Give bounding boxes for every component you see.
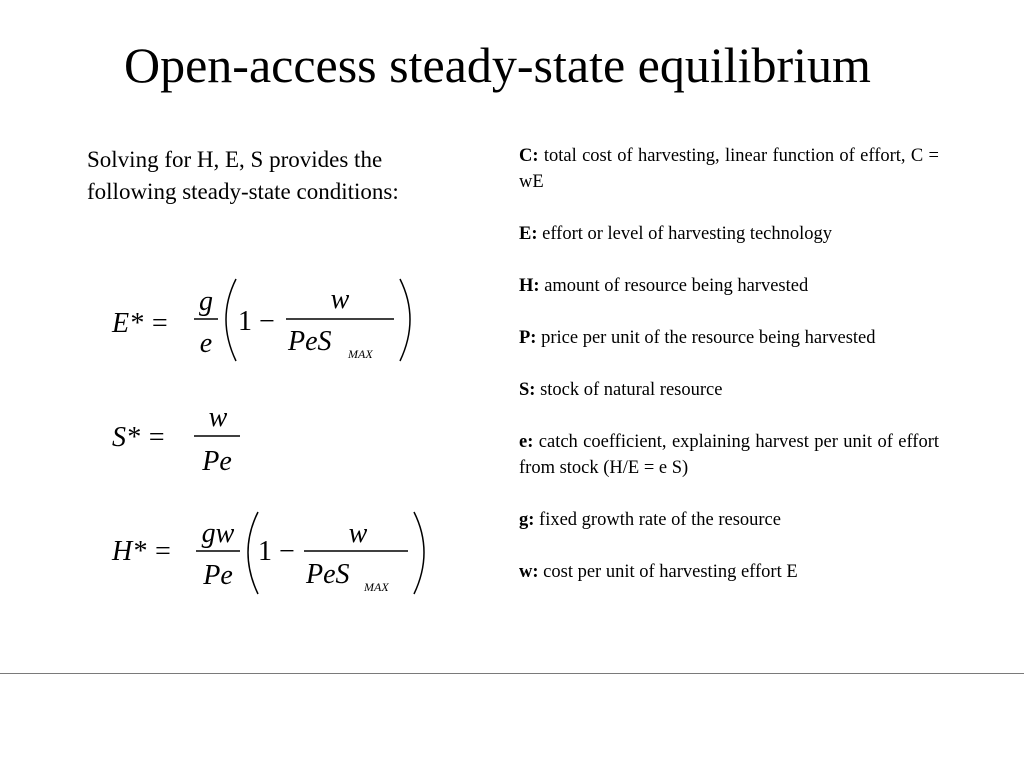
glossary-item-g bbox=[519, 507, 939, 533]
intro-text bbox=[87, 144, 487, 208]
glossary-item-c bbox=[519, 143, 939, 195]
glossary-term: E: bbox=[519, 224, 538, 244]
intro-line-2: following steady-state conditions: bbox=[87, 179, 399, 204]
eq-e-frac1-den: e bbox=[199, 328, 213, 359]
glossary-definition: stock of natural resource bbox=[535, 380, 723, 400]
eq-h-right-paren bbox=[414, 512, 424, 594]
eq-e-one-minus: 1 − bbox=[238, 306, 275, 337]
eq-e-frac2-den-sub: MAX bbox=[348, 347, 373, 361]
intro-line-1: Solving for H, E, S provides the bbox=[87, 147, 383, 172]
glossary-definition: amount of resource being harvested bbox=[539, 276, 809, 296]
eq-s-lhs: S* = bbox=[112, 422, 166, 453]
eq-h-frac1-num: gw bbox=[201, 518, 235, 549]
eq-h-frac1-den: Pe bbox=[203, 560, 233, 591]
glossary-term: H: bbox=[519, 276, 540, 296]
glossary-term: P: bbox=[519, 328, 537, 348]
equation-stock bbox=[108, 398, 288, 488]
eq-e-lhs: E* = bbox=[112, 308, 169, 339]
glossary-item-e-upper bbox=[519, 221, 939, 247]
glossary-item-s bbox=[519, 377, 939, 403]
glossary-definition: total cost of harvesting, linear function of effort, C = wE bbox=[519, 146, 939, 192]
eq-h-frac2-den-sub: MAX bbox=[364, 580, 389, 594]
glossary-definition: price per unit of the resource being harvested bbox=[536, 328, 876, 348]
glossary-definition: catch coefficient, explaining harvest per unit of effort from stock (H/E = e S) bbox=[519, 432, 939, 478]
eq-h-left-paren bbox=[248, 512, 258, 594]
eq-s-frac-den: Pe bbox=[202, 446, 232, 477]
glossary-item-h bbox=[519, 273, 939, 299]
variable-glossary bbox=[519, 143, 939, 585]
glossary-definition: effort or level of harvesting technology bbox=[537, 224, 833, 244]
eq-h-one-minus: 1 − bbox=[258, 536, 295, 567]
glossary-item-e-lower bbox=[519, 429, 939, 481]
eq-h-frac2-num: w bbox=[348, 518, 368, 549]
eq-h-frac2-den: PeS bbox=[306, 559, 350, 590]
eq-e-frac2-num: w bbox=[330, 284, 350, 315]
bottom-divider bbox=[0, 673, 1024, 674]
glossary-definition: cost per unit of harvesting effort E bbox=[538, 562, 798, 582]
glossary-term: g: bbox=[519, 510, 535, 530]
eq-e-frac2-den: PeS bbox=[288, 326, 332, 357]
eq-s-frac-num: w bbox=[208, 402, 228, 433]
glossary-item-p bbox=[519, 325, 939, 351]
glossary-term: w: bbox=[519, 562, 539, 582]
equation-effort bbox=[108, 270, 438, 370]
slide-title: Open-access steady-state equilibrium bbox=[124, 37, 871, 93]
eq-e-left-paren bbox=[226, 279, 236, 361]
equation-harvest bbox=[108, 508, 438, 608]
glossary-item-w bbox=[519, 559, 939, 585]
eq-h-lhs: H* = bbox=[112, 536, 173, 567]
glossary-definition: fixed growth rate of the resource bbox=[534, 510, 781, 530]
glossary-term: C: bbox=[519, 146, 539, 166]
glossary-term: e: bbox=[519, 432, 534, 452]
eq-e-right-paren bbox=[400, 279, 410, 361]
eq-e-frac1-num: g bbox=[199, 286, 213, 317]
glossary-term: S: bbox=[519, 380, 536, 400]
